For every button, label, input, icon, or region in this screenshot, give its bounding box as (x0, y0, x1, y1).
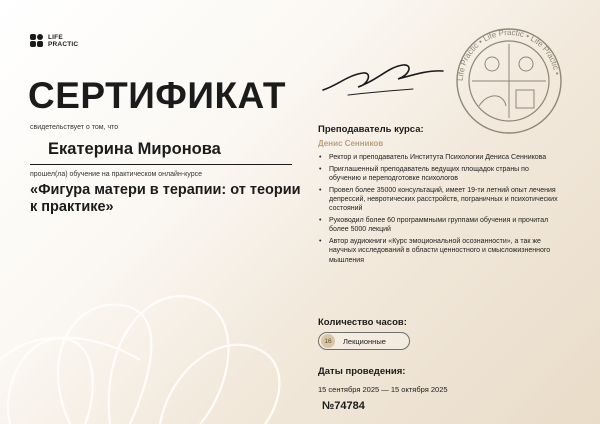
list-item: • Автор аудиокниги «Курс эмоциональной осознанности», а так же научных исследований в области ценностного и смысложизненного мышления (318, 237, 558, 265)
list-item: • Ректор и преподаватель Института Психологии Дениса Сенникова (318, 153, 558, 162)
logo-icon (30, 34, 44, 48)
dates-heading: Даты проведения: (318, 366, 406, 377)
recipient-name: Екатерина Миронова (48, 140, 221, 158)
brand-logo (30, 34, 78, 48)
list-item: • Приглашенный преподаватель ведущих площадок страны по обучению и переподготовке психологов (318, 165, 558, 184)
attest-text: свидетельствует о том, что (30, 124, 119, 131)
list-item: • Провел более 35000 консультаций, имеет 19-ти летний опыт лечения депрессий, невротических расстройств, пограничных и психотических состояний (318, 186, 558, 214)
stamp-seal (454, 26, 564, 136)
hours-heading: Количество часов: (318, 317, 407, 328)
logo-line-2: PRACTIC (48, 41, 79, 48)
logo-line-1: LIFE (48, 34, 63, 41)
signature-image (318, 45, 448, 105)
seal-ring-text: Life Practic • Life Practic • Life Practic • (455, 27, 562, 82)
certificate-title: СЕРТИФИКАТ (28, 75, 287, 116)
instructor-heading: Преподаватель курса: (318, 124, 424, 135)
course-title: «Фигура матери в терапии: от теории к практике» (30, 182, 301, 215)
instructor-bullets (318, 153, 558, 267)
list-item: • Руководил более 60 программными группами обучения и прочитал более 5000 лекций (318, 216, 558, 235)
instructor-name: Денис Сенников (318, 139, 384, 148)
name-underline (30, 164, 292, 165)
hours-badge (318, 332, 410, 350)
completed-text: прошел(ла) обучение на практическом онлайн-курсе (30, 171, 202, 178)
hours-count: 16 (321, 334, 335, 348)
certificate-number: №74784 (322, 400, 365, 412)
dates-range: 15 сентября 2025 — 15 октября 2025 (318, 385, 448, 394)
hours-label: Лекционные (343, 336, 386, 346)
